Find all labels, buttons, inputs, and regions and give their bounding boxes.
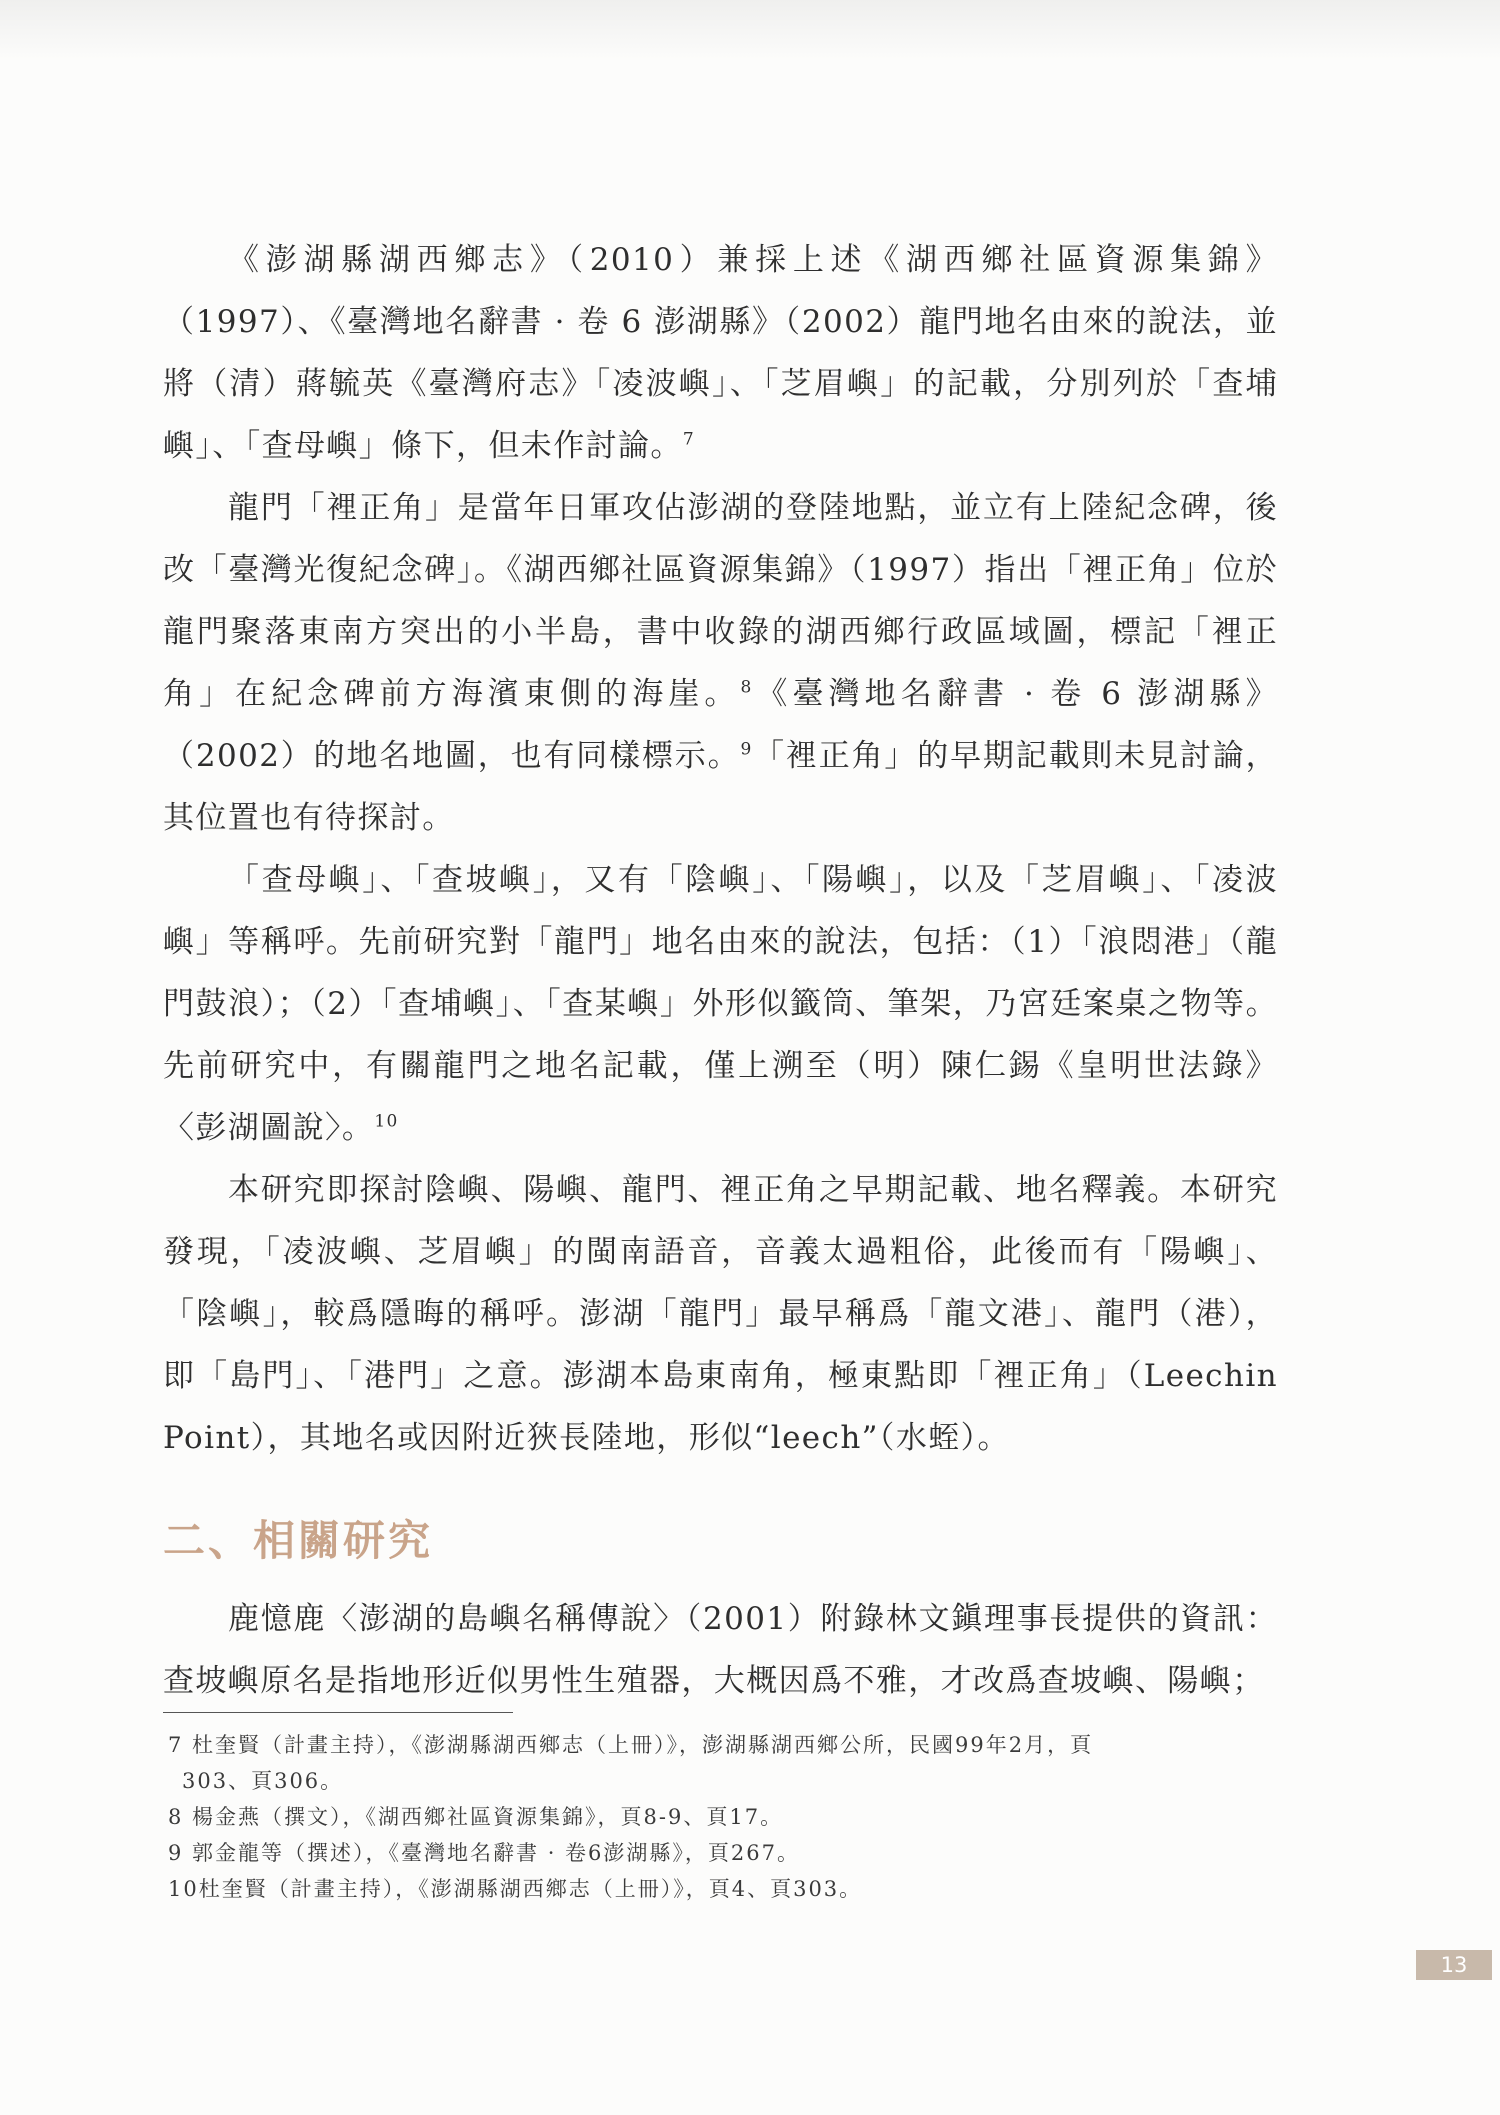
paragraph-1-text: 《澎湖縣湖西鄉志》（2010）兼採上述《湖西鄉社區資源集錦》（1997）、《臺灣地名辭書 · 卷 6 澎湖縣》（2002）龍門地名由來的說法，並將（清）蔣毓英《臺灣府志》「凌波嶼」、「芝眉嶼」的記載，分別列於「查埔嶼」、「查母嶼」條下，但未作討論。 (163, 242, 1278, 464)
footnote-10: 10杜奎賢（計畫主持），《澎湖縣湖西鄉志（上冊）》，頁4、頁303。 (168, 1877, 863, 1901)
paragraph-4 (163, 1159, 1278, 1469)
scan-edge-shadow (0, 0, 1500, 60)
footnote-ref-8: 8 (740, 677, 753, 698)
paragraph-3 (163, 849, 1278, 1159)
section-paragraph: 鹿憶鹿〈澎湖的島嶼名稱傳說〉（2001）附錄林文鎭理事長提供的資訊：查坡嶼原名是指地形近似男性生殖器，大概因爲不雅，才改爲查坡嶼、陽嶼； (163, 1601, 1278, 1699)
paragraph-4-text: 本研究即探討陰嶼、陽嶼、龍門、裡正角之早期記載、地名釋義。本研究發現，「凌波嶼、芝眉嶼」的閩南語音，音義太過粗俗，此後而有「陽嶼」、「陰嶼」，較爲隱晦的稱呼。澎湖「龍門」最早稱爲「龍文港」、龍門（港），即「島門」、「港門」之意。澎湖本島東南角，極東點即「裡正角」（Leechin Point），其地名或因附近狹長陸地，形似“leech”（水蛭）。 (163, 1172, 1278, 1456)
paragraph-3-text: 「查母嶼」、「查坡嶼」，又有「陰嶼」、「陽嶼」，以及「芝眉嶼」、「凌波嶼」等稱呼。先前研究對「龍門」地名由來的說法，包括：（1）「浪悶港」（龍門鼓浪）；（2）「查埔嶼」、「查某嶼」外形似籤筒、筆架，乃宮廷案桌之物等。先前研究中，有關龍門之地名記載，僅上溯至（明）陳仁錫《皇明世法錄》〈彭湖圖說〉。 (163, 862, 1278, 1146)
paragraph-2-text-c: 「裡正角」的早期記載則未見討論，其位置也有待探討。 (163, 738, 1278, 836)
footnote-divider (163, 1712, 513, 1713)
section-body (163, 1588, 1278, 1712)
footnote-ref-7: 7 (682, 429, 696, 450)
footnote-8: 8 楊金燕（撰文），《湖西鄉社區資源集錦》，頁8-9、頁17。 (168, 1805, 784, 1829)
footnotes (168, 1727, 1278, 1907)
footnote-ref-9: 9 (740, 739, 753, 760)
footnote-7: 7 杜奎賢（計畫主持），《澎湖縣湖西鄉志（上冊）》，澎湖縣湖西鄉公所，民國99年2月，頁 (168, 1733, 1094, 1757)
page-number: 13 (1416, 1950, 1492, 1980)
paragraph-2-text-a: 龍門「裡正角」是當年日軍攻佔澎湖的登陸地點，並立有上陸紀念碑，後改「臺灣光復紀念碑」。《湖西鄉社區資源集錦》（1997）指出「裡正角」位於龍門聚落東南方突出的小半島，書中收錄的湖西鄉行政區域圖，標記「裡正角」在紀念碑前方海濱東側的海崖。 (163, 490, 1278, 712)
paragraph-2 (163, 477, 1278, 849)
paragraph-2-text-b: 《臺灣地名辭書 · 卷 6 澎湖縣》（2002）的地名地圖，也有同樣標示。 (163, 676, 1278, 774)
footnote-9: 9 郭金龍等（撰述），《臺灣地名辭書 · 卷6澎湖縣》，頁267。 (168, 1841, 801, 1865)
footnote-ref-10: 10 (374, 1111, 399, 1132)
section-heading: 二、相關研究 (163, 1516, 434, 1565)
body-text (163, 229, 1278, 1469)
footnote-7-continuation: 303、頁306。 (182, 1769, 344, 1793)
paragraph-1 (163, 229, 1278, 477)
